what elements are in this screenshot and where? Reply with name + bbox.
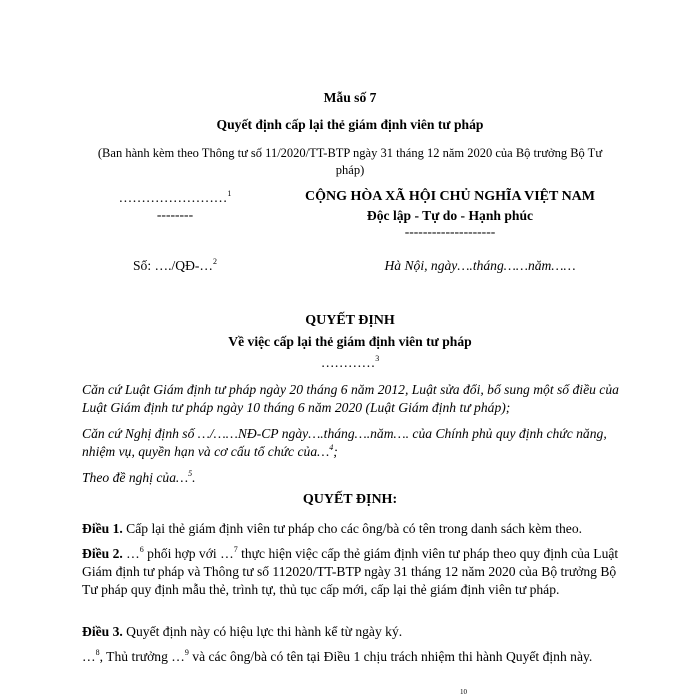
form-title: Quyết định cấp lại thẻ giám định viên tư pháp	[216, 117, 484, 132]
issued-note	[40, 145, 660, 179]
article-1-label: Điều 1.	[82, 521, 123, 536]
footnote-ref: 4	[329, 443, 334, 452]
nation-header: CỘNG HÒA XÃ HỘI CHỦ NGHĨA VIỆT NAM	[304, 189, 595, 204]
footnote-ref: 8	[95, 648, 100, 657]
footnote-ref: 7	[233, 545, 238, 554]
motto-divider: --------------------	[404, 224, 496, 239]
article-3: Điều 3. Quyết định này có hiệu lực thi hành kể từ ngày ký.	[82, 624, 403, 639]
decision-title: QUYẾT ĐỊNH	[305, 313, 395, 328]
decides-heading: QUYẾT ĐỊNH:	[302, 492, 398, 507]
article-2-label: Điều 2.	[82, 546, 123, 561]
decision-subject: Về việc cấp lại thẻ giám định viên tư pháp	[228, 334, 472, 349]
article-2: Điều 2. …$^6$ phối hợp với …$^7$ thực hiện việc cấp thẻ giám định viên tư pháp theo quy định của Luật Giám định tư pháp và Thông tư số 112020/TT-BTP ngày 31 tháng 12 năm 2020 của Bộ trưởng Bộ Tư pháp quy định mẫu thẻ, trình tự, thủ tục cấp mới, cấp lại thẻ giám định viên tư pháp.	[82, 545, 619, 597]
footnote-ref: 6	[139, 545, 144, 554]
issued-note-line2: pháp)	[335, 163, 365, 177]
footnote-ref: 9	[184, 648, 189, 657]
decision-number: Số: …./QĐ-…$^2$	[132, 257, 218, 273]
article-3-label: Điều 3.	[82, 624, 123, 639]
legal-basis-2: Căn cứ Nghị định số …/……NĐ-CP ngày….tháng….năm…. của Chính phủ quy định chức năng, nhiệm vụ, quyền hạn và cơ cấu tổ chức của…$^4$;	[82, 426, 607, 459]
article-1: Điều 1. Cấp lại thẻ giám định viên tư pháp cho các ông/bà có tên trong danh sách kèm theo.	[82, 521, 583, 536]
agency-divider: --------	[156, 207, 194, 222]
agency-dots: ……………………	[118, 190, 228, 205]
issued-note-line1: (Ban hành kèm theo Thông tư số 11/2020/TT-BTP ngày 31 tháng 12 năm 2020 của Bộ trưởng Bộ Tư	[97, 146, 603, 160]
footnote-ref-bottom: 10	[460, 688, 467, 696]
agency-name	[100, 190, 250, 206]
footnote-ref: 2	[213, 257, 218, 266]
national-motto: Độc lập - Tự do - Hạnh phúc	[366, 208, 534, 223]
form-number: Mẫu số 7	[323, 90, 377, 105]
footnote-ref: 5	[188, 469, 193, 478]
issuing-authority: …………$^3$	[320, 354, 380, 370]
footnote-ref: 1	[227, 189, 232, 198]
legal-basis-1: Căn cứ Luật Giám định tư pháp ngày 20 tháng 6 năm 2012, Luật sửa đổi, bổ sung một số điều của Luật Giám định tư pháp ngày 10 tháng 6 năm 2020 (Luật Giám định tư pháp);	[82, 382, 619, 415]
proposal-line: Theo đề nghị của…$^5$.	[82, 469, 196, 485]
place-and-date: Hà Nội, ngày….tháng……năm……	[384, 258, 576, 273]
implementation-clause: …$^8$, Thủ trưởng …$^9$ và các ông/bà có tên tại Điều 1 chịu trách nhiệm thi hành Quyết định này.	[82, 648, 593, 664]
footnote-ref: 3	[375, 354, 380, 363]
